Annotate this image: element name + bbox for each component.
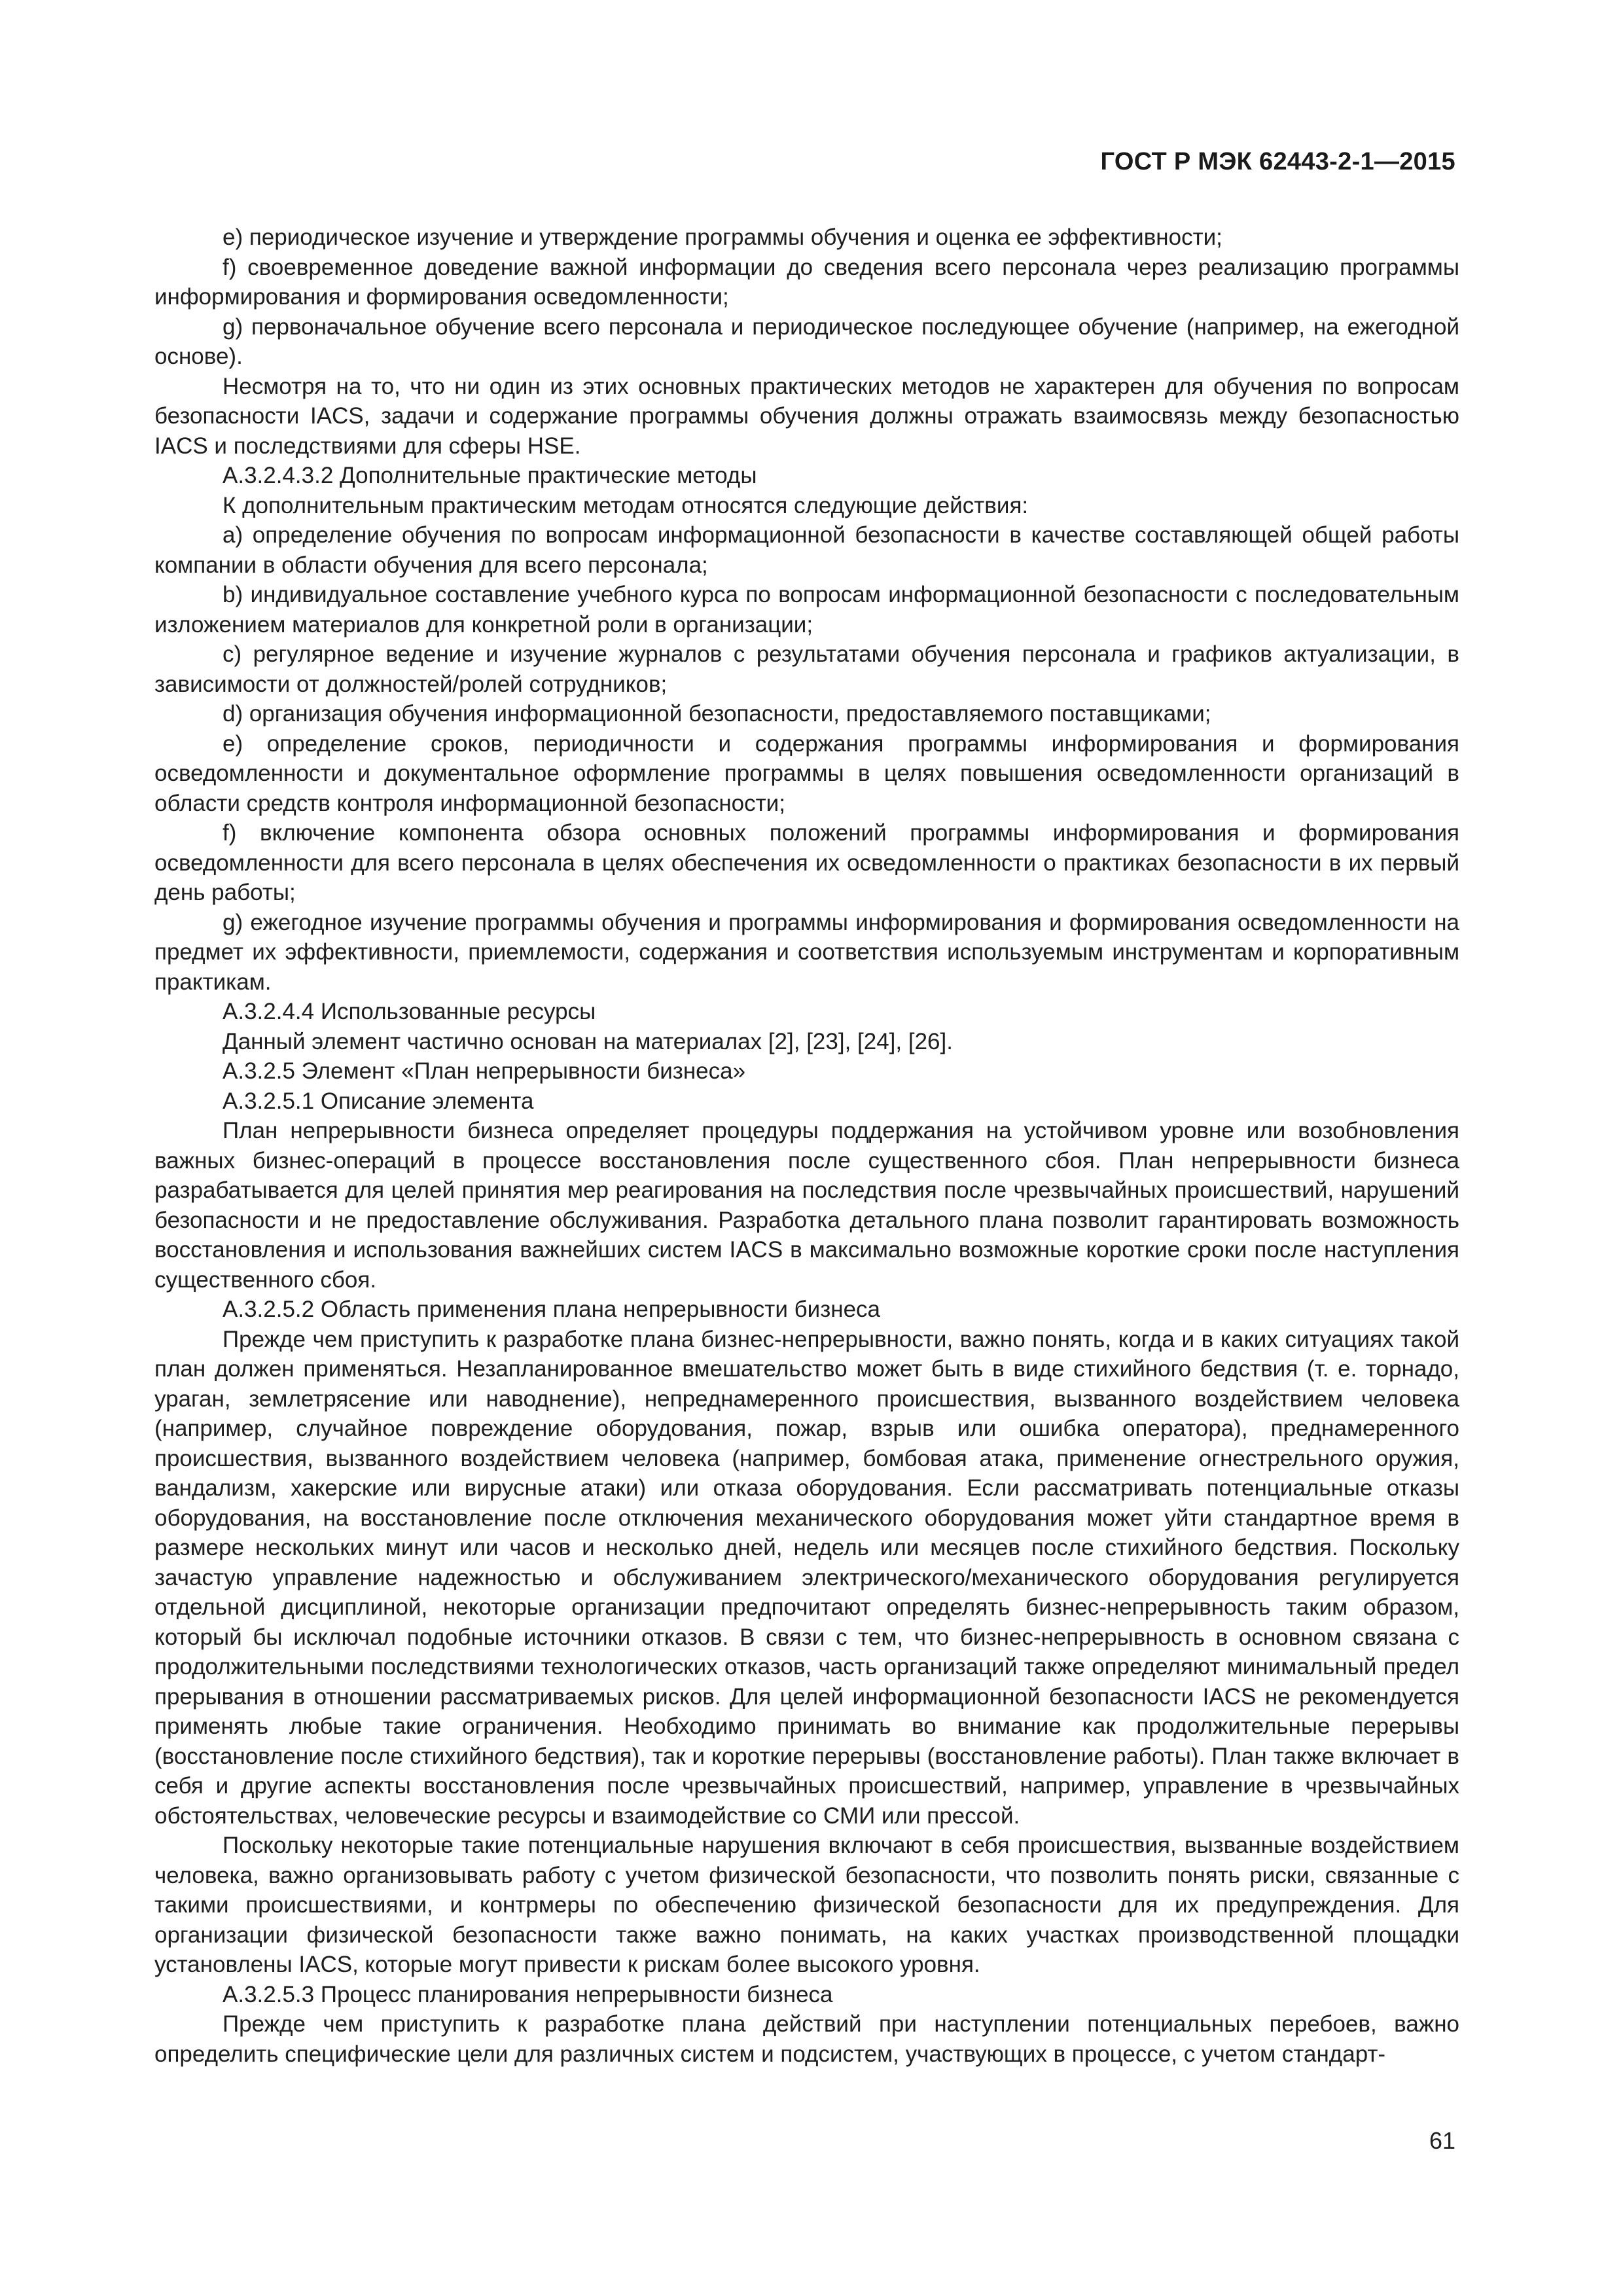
list-item: b) индивидуальное составление учебного курса по вопросам информационной безопасности с последовательным изложением материалов для конкретной роли в организации;	[154, 582, 1459, 637]
standard-header: ГОСТ Р МЭК 62443-2-1—2015	[1100, 148, 1455, 175]
paragraph: К дополнительным практическим методам относятся следующие действия:	[223, 492, 1029, 518]
list-item: f) включение компонента обзора основных положений программы информирования и формирования осведомленности для всего персонала в целях обеспечения их осведомленности о практиках безопасности в их первый день работы;	[154, 820, 1459, 905]
paragraph: Несмотря на то, что ни один из этих основных практических методов не характерен для обучения по вопросам безопасности IACS, задачи и содержание программы обучения должны отражать взаимосвязь между безопасностью IACS и последствиями для сферы HSE.	[154, 373, 1459, 459]
paragraph: f) своевременное доведение важной информации до сведения всего персонала через реализацию программы информирования и формирования осведомленности;	[154, 254, 1459, 310]
paragraph: План непрерывности бизнеса определяет процедуры поддержания на устойчивом уровне или возобновления важных бизнес-операций в процессе восстановления после существенного сбоя. План непрерывности бизнеса разрабатывается для целей принятия мер реагирования на последствия после чрезвычайных происшествий, нарушений безопасности и не предоставление обслуживания. Разработка детального плана позволит гарантировать возможность восстановления и использования важнейших систем IACS в максимально возможные короткие сроки после наступления существенного сбоя.	[154, 1118, 1459, 1293]
paragraph: Прежде чем приступить к разработке плана бизнес-непрерывности, важно понять, когда и в каких ситуациях такой план должен применяться. Незапланированное вмешательство может быть в виде стихийного бедствия (т. е. торнадо, ураган, землетрясение или наводнение), непреднамеренного происшествия, вызванного воздействием человека (например, случайное повреждение оборудования, пожар, взрыв или ошибка оператора), преднамеренного происшествия, вызванного воздействием человека (например, бомбовая атака, применение огнестрельного оружия, вандализм, хакерские или вирусные атаки) или отказа оборудования. Если рассматривать потенциальные отказы оборудования, на восстановление после отключения механического оборудования может уйти стандартное время в размере нескольких минут или часов и несколько дней, недель или месяцев после стихийного бедствия. Поскольку зачастую управление надежностью и обслуживанием электрического/механического оборудования регулируется отдельной дисциплиной, некоторые организации предпочитают определять бизнес-непрерывность таким образом, который бы исключал подобные источники отказов. В связи с тем, что бизнес-непрерывность в основном связана с продолжительными последствиями технологических отказов, часть организаций также определяют минимальный предел прерывания в отношении рассматриваемых рисков. Для целей информационной безопасности IACS не рекомендуется применять любые такие ограничения. Необходимо принимать во внимание как продолжительные перерывы (восстановление после стихийного бедствия), так и короткие перерывы (восстановление работы). План также включает в себя и другие аспекты восстановления после чрезвычайных происшествий, например, управление в чрезвычайных обстоятельствах, человеческие ресурсы и взаимодействие со СМИ или прессой.	[154, 1326, 1459, 1829]
section-heading: А.3.2.5.2 Область применения плана непрерывности бизнеса	[223, 1297, 881, 1322]
list-item: c) регулярное ведение и изучение журналов с результатами обучения персонала и графиков актуализации, в зависимости от должностей/ролей сотрудников;	[154, 641, 1459, 697]
section-heading: А.3.2.5.1 Описание элемента	[223, 1088, 534, 1114]
list-item: g) ежегодное изучение программы обучения и программы информирования и формирования осведомленности на предмет их эффективности, приемлемости, содержания и соответствия используемым инструментам и корпоративным практикам.	[154, 909, 1459, 995]
paragraph: e) периодическое изучение и утверждение программы обучения и оценка ее эффективности;	[223, 224, 1222, 250]
document-body	[154, 223, 1459, 2069]
list-item: a) определение обучения по вопросам информационной безопасности в качестве составляющей общей работы компании в области обучения для всего персонала;	[154, 522, 1459, 578]
section-heading: А.3.2.4.4 Использованные ресурсы	[223, 999, 596, 1024]
section-heading: А.3.2.4.3.2 Дополнительные практические методы	[223, 463, 757, 488]
section-heading: А.3.2.5 Элемент «План непрерывности бизнеса»	[223, 1058, 746, 1084]
paragraph: Прежде чем приступить к разработке плана действий при наступлении потенциальных перебоев, важно определить специфические цели для различных систем и подсистем, участвующих в процессе, с учетом стандарт-	[154, 2011, 1459, 2067]
paragraph: Данный элемент частично основан на материалах [2], [23], [24], [26].	[223, 1028, 953, 1054]
list-item: d) организация обучения информационной безопасности, предоставляемого поставщиками;	[223, 701, 1211, 726]
paragraph: g) первоначальное обучение всего персонала и периодическое последующее обучение (например, на ежегодной основе).	[154, 314, 1459, 369]
page-number: 61	[1429, 2127, 1455, 2154]
paragraph: Поскольку некоторые такие потенциальные нарушения включают в себя происшествия, вызванные воздействием человека, важно организовывать работу с учетом физической безопасности, что позволить понять риски, связанные с такими происшествиями, и контрмеры по обеспечению физической безопасности для их предупреждения. Для организации физической безопасности также важно понимать, на каких участках производственной площадки установлены IACS, которые могут привести к рискам более высокого уровня.	[154, 1833, 1459, 1977]
list-item: e) определение сроков, периодичности и содержания программы информирования и формирования осведомленности и документальное оформление программы в целях повышения осведомленности организаций в области средств контроля информационной безопасности;	[154, 730, 1459, 816]
section-heading: А.3.2.5.3 Процесс планирования непрерывности бизнеса	[223, 1981, 833, 2007]
